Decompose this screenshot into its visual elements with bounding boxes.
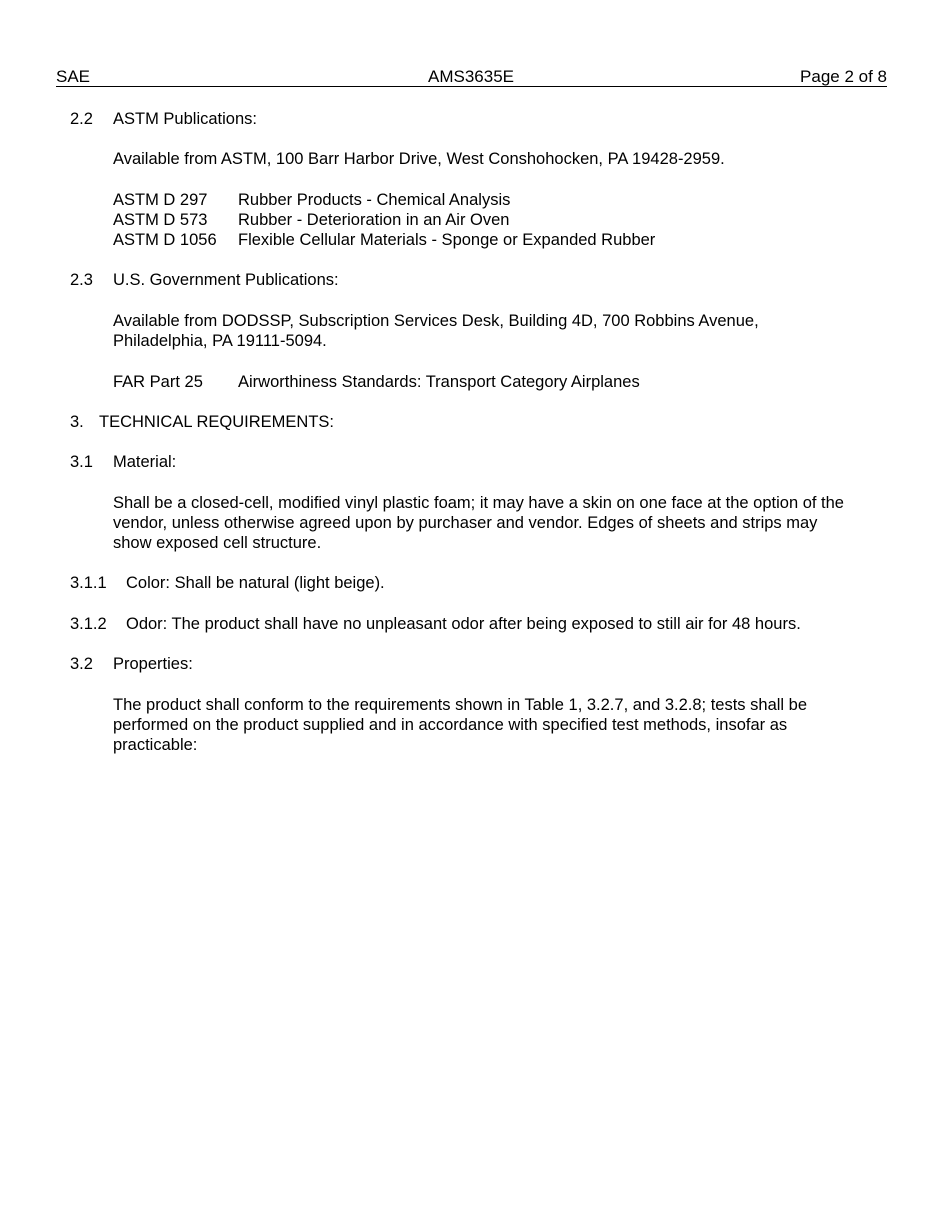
section-3-1-text-line: Shall be a closed-cell, modified vinyl plastic foam; it may have a skin on one face at the option of the — [113, 494, 844, 512]
section-2-2-title: ASTM Publications: — [113, 110, 257, 128]
reference-title: Rubber Products - Chemical Analysis — [238, 191, 511, 209]
header-doc-id: AMS3635E — [428, 67, 514, 86]
header-org: SAE — [56, 67, 91, 86]
section-2-2-number: 2.2 — [70, 110, 93, 128]
header-rule — [56, 86, 887, 87]
reference-title: Rubber - Deterioration in an Air Oven — [238, 211, 510, 229]
section-3-1-number: 3.1 — [70, 453, 93, 471]
reference-code: FAR Part 25 — [113, 373, 203, 391]
section-3-1-text-line: vendor, unless otherwise agreed upon by purchaser and vendor. Edges of sheets and strips may — [113, 514, 818, 532]
section-3-1-2-text: Odor: The product shall have no unpleasant odor after being exposed to still air for 48 hours. — [126, 615, 801, 633]
reference-title: Airworthiness Standards: Transport Category Airplanes — [238, 373, 640, 391]
section-3-1-text-line: show exposed cell structure. — [113, 534, 322, 552]
section-3-number: 3. — [70, 413, 84, 431]
section-2-3-title: U.S. Government Publications: — [113, 271, 339, 289]
section-2-3-availability-line: Available from DODSSP, Subscription Services Desk, Building 4D, 700 Robbins Avenue, — [113, 312, 759, 330]
section-3-title: TECHNICAL REQUIREMENTS: — [99, 413, 334, 431]
section-3-1-2-number: 3.1.2 — [70, 615, 107, 633]
section-3-1-1-text: Color: Shall be natural (light beige). — [126, 574, 385, 592]
section-3-2-number: 3.2 — [70, 655, 93, 673]
section-3-2-text-line: The product shall conform to the requirements shown in Table 1, 3.2.7, and 3.2.8; tests shall be — [113, 696, 808, 714]
section-2-3-number: 2.3 — [70, 271, 93, 289]
section-3-2-text-line: practicable: — [113, 736, 198, 754]
header-page-number: Page 2 of 8 — [800, 67, 887, 86]
section-2-2-availability: Available from ASTM, 100 Barr Harbor Drive, West Conshohocken, PA 19428-2959. — [113, 150, 725, 168]
reference-code: ASTM D 1056 — [113, 231, 217, 249]
reference-code: ASTM D 573 — [113, 211, 208, 229]
section-2-3-availability-line: Philadelphia, PA 19111-5094. — [113, 332, 327, 350]
section-3-2-title: Properties: — [113, 655, 193, 673]
reference-code: ASTM D 297 — [113, 191, 208, 209]
section-3-1-title: Material: — [113, 453, 177, 471]
reference-title: Flexible Cellular Materials - Sponge or Expanded Rubber — [238, 231, 656, 249]
section-3-2-text-line: performed on the product supplied and in accordance with specified test methods, insofar as — [113, 716, 788, 734]
section-3-1-1-number: 3.1.1 — [70, 574, 107, 592]
